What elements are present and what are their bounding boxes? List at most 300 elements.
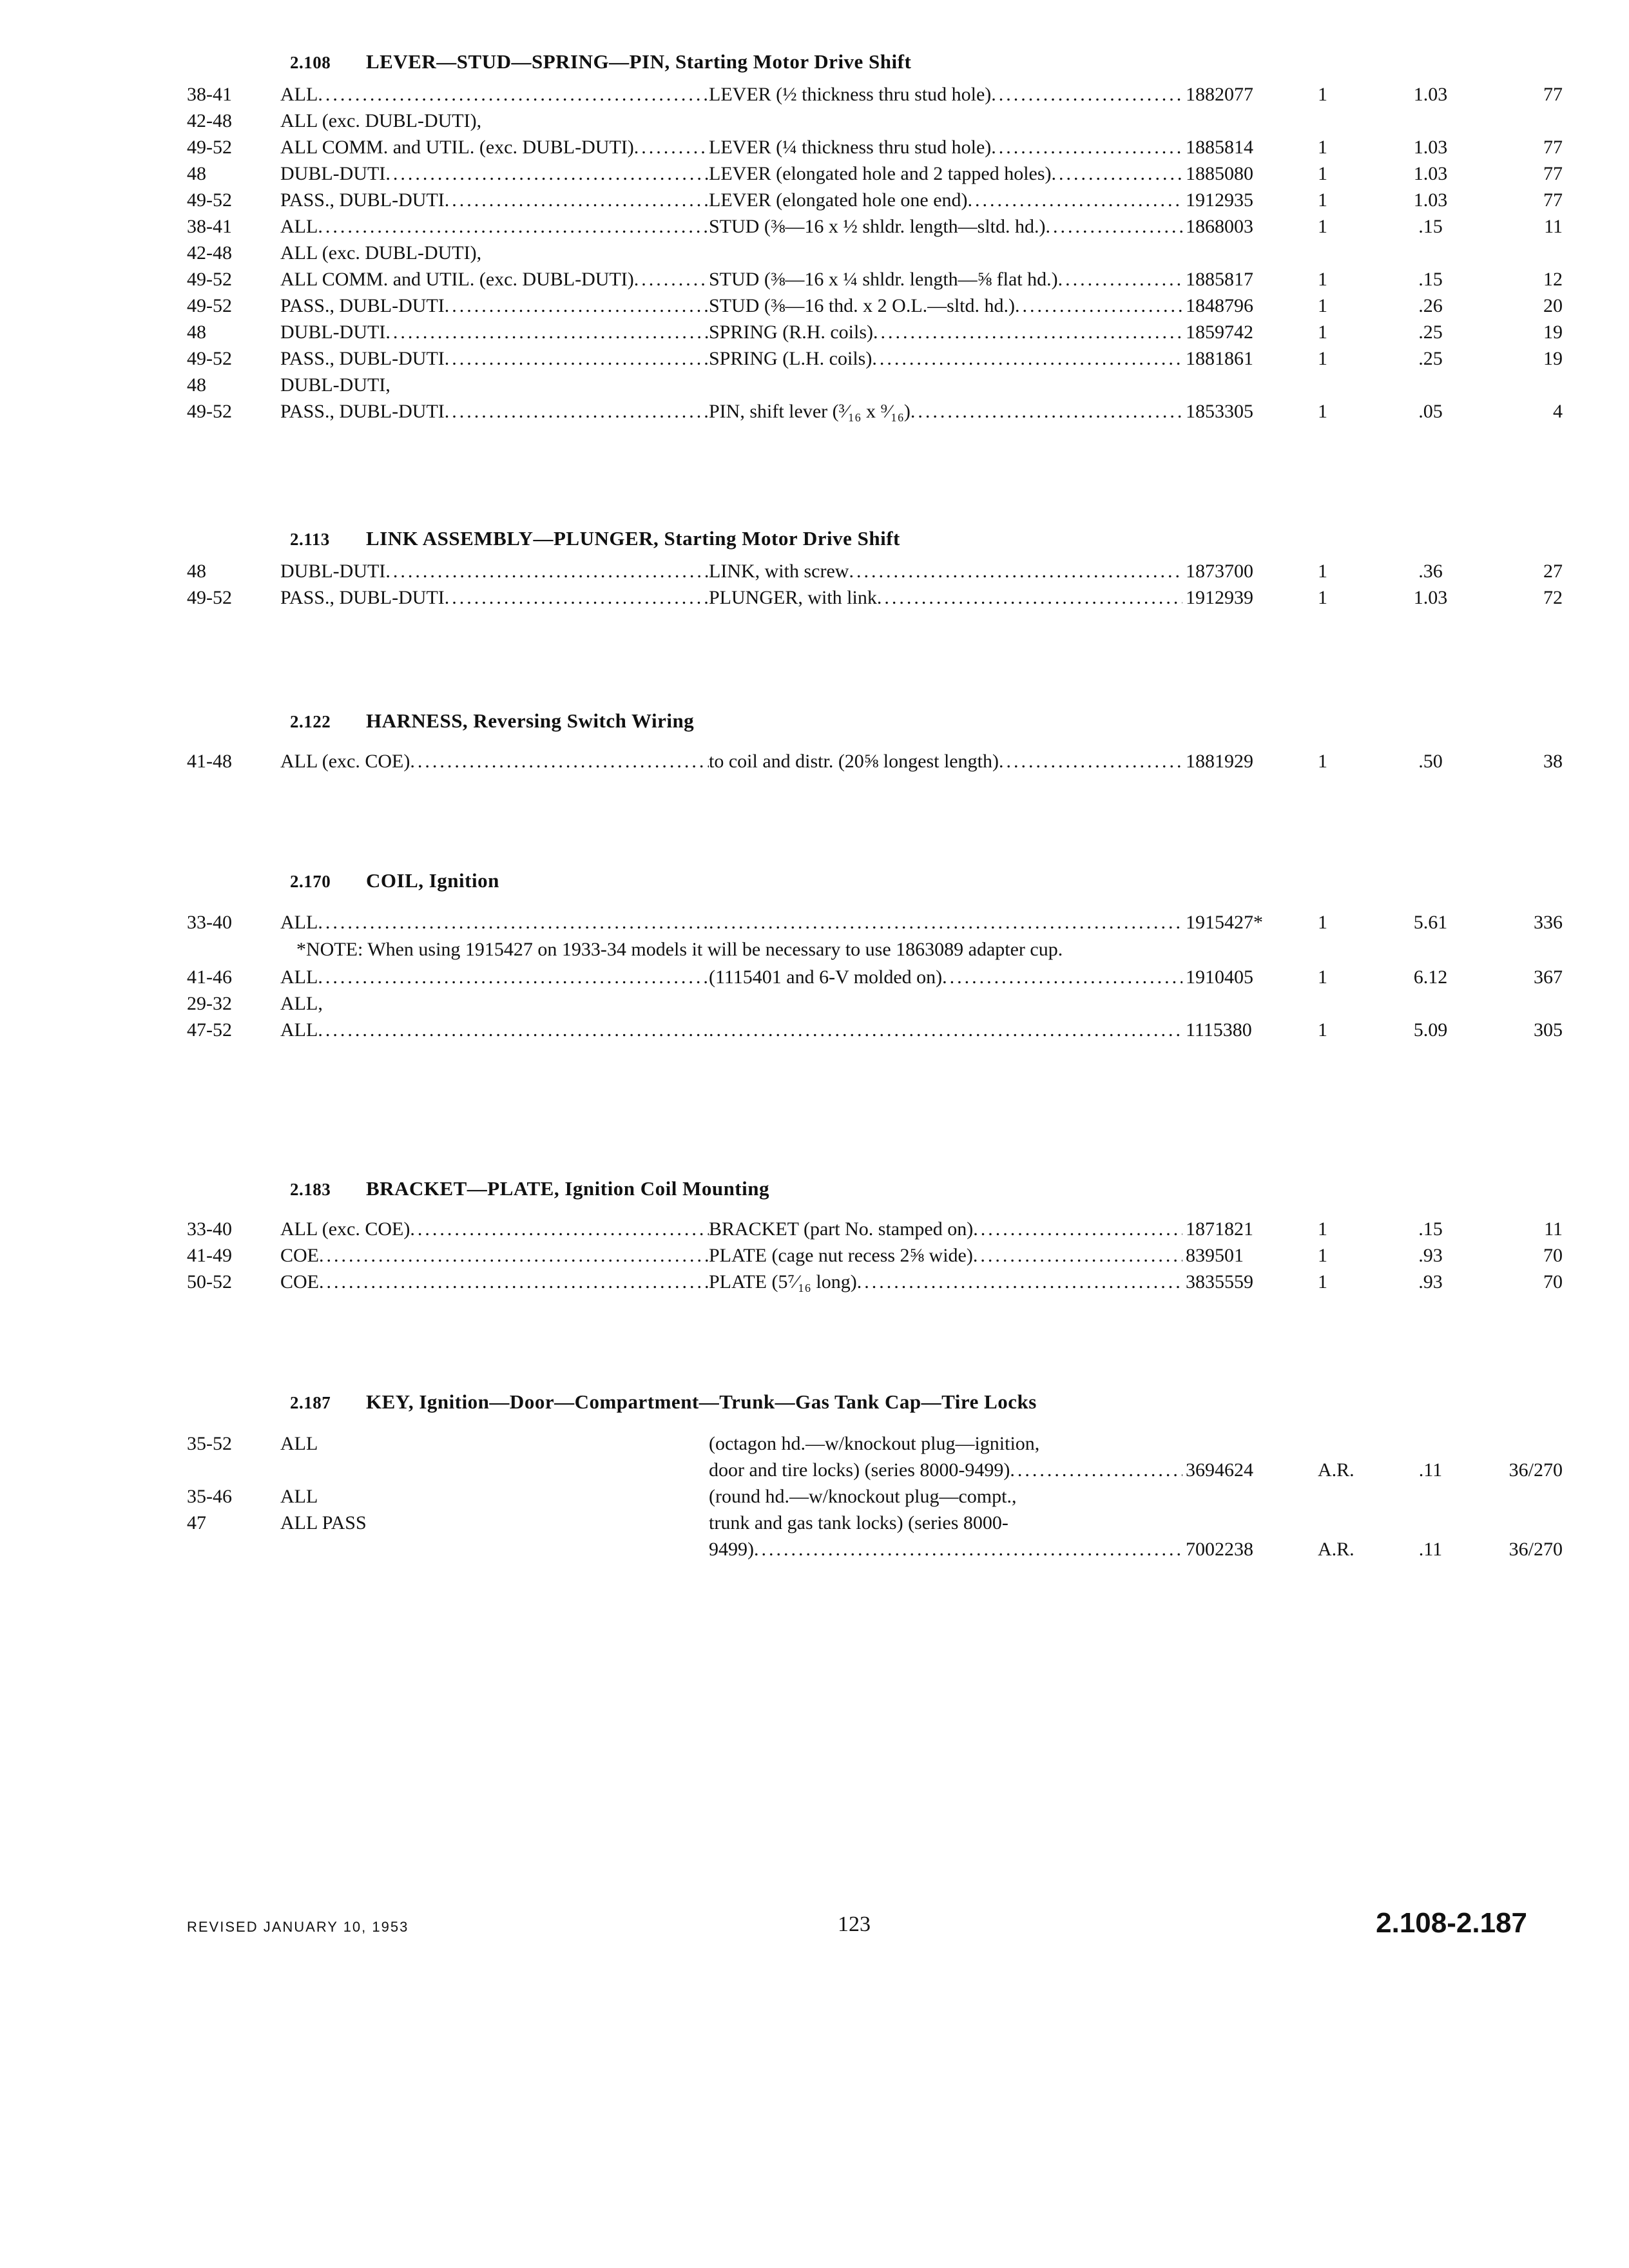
application-text: ALL COMM. and UTIL. (exc. DUBL-DUTI) <box>280 269 634 290</box>
section-2-108 <box>180 43 1563 425</box>
list-price: 1.03 <box>1413 137 1448 158</box>
model-years: 29-32 <box>187 993 232 1014</box>
leader-dots <box>872 345 1182 372</box>
weight: 4 <box>1553 401 1563 422</box>
application-text: ALL <box>280 912 318 933</box>
table-row <box>180 81 1563 108</box>
table-row <box>180 1269 1563 1295</box>
application <box>280 293 709 319</box>
table-row <box>180 964 1563 990</box>
part-number: 1912935 <box>1186 189 1253 211</box>
model-years: 42-48 <box>187 110 232 131</box>
part-number: 1115380 <box>1186 1019 1252 1041</box>
parts-table <box>180 909 1563 936</box>
table-row <box>180 319 1563 345</box>
list-price: 1.03 <box>1413 587 1448 608</box>
model-years: 48 <box>187 561 206 582</box>
list-price: .36 <box>1418 561 1443 582</box>
model-years: 35-52 <box>187 1433 232 1454</box>
description <box>709 398 1182 425</box>
application-text: ALL <box>280 1019 318 1041</box>
section-heading: LINK ASSEMBLY—PLUNGER, Starting Motor Drive Shift <box>366 527 900 550</box>
description-text: to coil and distr. (20⅝ longest length) <box>709 751 999 772</box>
section-heading: COIL, Ignition <box>366 869 499 892</box>
description-text: PLATE (5⁷⁄₁₆ long) <box>709 1271 857 1293</box>
application <box>280 134 709 160</box>
list-price: 1.03 <box>1413 189 1448 211</box>
application <box>280 319 709 345</box>
leader-dots <box>410 1216 709 1242</box>
description: (octagon hd.—w/knockout plug—ignition, <box>709 1433 1040 1454</box>
table-row <box>180 266 1563 293</box>
part-number: 1873700 <box>1186 561 1253 582</box>
description-text: PLATE (cage nut recess 2⅝ wide) <box>709 1245 973 1266</box>
leader-dots <box>1046 213 1183 240</box>
weight: 367 <box>1534 966 1563 988</box>
quantity: 1 <box>1318 216 1327 237</box>
description <box>709 1242 1182 1269</box>
part-number: 1882077 <box>1186 84 1253 105</box>
description <box>709 160 1182 187</box>
note-text: *NOTE: When using 1915427 on 1933-34 models it will be necessary to use 1863089 adapter cup. <box>296 939 1063 960</box>
leader-dots <box>385 319 709 345</box>
application-text: COE <box>280 1245 319 1266</box>
description-text: LEVER (elongated hole and 2 tapped holes) <box>709 163 1052 184</box>
leader-dots <box>754 1536 1182 1562</box>
table-row <box>180 990 1521 1017</box>
application-text: ALL <box>280 84 318 105</box>
list-price: .15 <box>1418 216 1443 237</box>
description-text: STUD (⅜—16 x ½ shldr. length—sltd. hd.) <box>709 216 1046 237</box>
model-years: 41-46 <box>187 966 232 988</box>
model-years: 48 <box>187 322 206 343</box>
table-row <box>180 213 1563 240</box>
description-text: LINK, with screw <box>709 561 849 582</box>
application: ALL (exc. DUBL-DUTI), <box>280 242 482 264</box>
application <box>280 398 709 425</box>
application <box>280 1242 709 1269</box>
quantity: A.R. <box>1318 1539 1354 1560</box>
section-2-170 <box>180 861 1563 1043</box>
description: trunk and gas tank locks) (series 8000- <box>709 1512 1008 1533</box>
description <box>709 1269 1182 1295</box>
section-title <box>290 861 1521 900</box>
table-row <box>180 1483 1521 1510</box>
table-row <box>180 293 1563 319</box>
application-text: ALL (exc. COE) <box>280 1218 410 1240</box>
model-years: 49-52 <box>187 401 232 422</box>
application: ALL <box>280 1486 318 1507</box>
table-row <box>180 748 1563 774</box>
weight: 77 <box>1543 84 1563 105</box>
weight: 27 <box>1543 561 1563 582</box>
weight: 77 <box>1543 163 1563 184</box>
weight: 70 <box>1543 1271 1563 1293</box>
weight: 38 <box>1543 751 1563 772</box>
revision-date: REVISED JANUARY 10, 1953 <box>187 1919 409 1935</box>
list-price: .93 <box>1418 1245 1443 1266</box>
list-price: 5.61 <box>1413 912 1448 933</box>
application-text: ALL (exc. COE) <box>280 751 410 772</box>
part-number: 7002238 <box>1186 1539 1253 1560</box>
parts-table <box>180 1216 1563 1295</box>
application-text: PASS., DUBL-DUTI <box>280 348 445 369</box>
leader-dots <box>318 81 709 108</box>
description-text: LEVER (½ thickness thru stud hole) <box>709 84 992 105</box>
model-years: 49-52 <box>187 295 232 316</box>
part-number: 1871821 <box>1186 1218 1253 1240</box>
part-number: 1910405 <box>1186 966 1253 988</box>
description-text: door and tire locks) (series 8000-9499) <box>709 1459 1010 1481</box>
quantity: 1 <box>1318 269 1327 290</box>
part-number: 1859742 <box>1186 322 1253 343</box>
application-text: COE <box>280 1271 319 1293</box>
leader-dots <box>385 558 709 584</box>
section-number: 2.122 <box>290 712 331 731</box>
weight: 305 <box>1534 1019 1563 1041</box>
parts-table <box>180 558 1563 611</box>
description-text: STUD (⅜—16 x ¼ shldr. length—⅝ flat hd.) <box>709 269 1058 290</box>
table-row <box>180 187 1563 213</box>
model-years: 50-52 <box>187 1271 232 1293</box>
table-row <box>180 372 1521 398</box>
leader-dots <box>991 134 1182 160</box>
section-number: 2.170 <box>290 872 331 891</box>
application <box>280 213 709 240</box>
list-price: .11 <box>1418 1459 1443 1481</box>
description <box>709 213 1182 240</box>
list-price: .50 <box>1418 751 1443 772</box>
model-years: 48 <box>187 163 206 184</box>
application <box>280 266 709 293</box>
model-years: 35-46 <box>187 1486 232 1507</box>
leader-dots <box>445 293 709 319</box>
quantity: 1 <box>1318 1019 1327 1041</box>
model-years: 41-49 <box>187 1245 232 1266</box>
weight: 11 <box>1544 216 1563 237</box>
leader-dots <box>318 909 709 936</box>
model-years: 38-41 <box>187 84 232 105</box>
weight: 12 <box>1543 269 1563 290</box>
part-number: 1853305 <box>1186 401 1253 422</box>
application <box>280 964 709 990</box>
application-text: PASS., DUBL-DUTI <box>280 295 445 316</box>
weight: 77 <box>1543 189 1563 211</box>
description-text: PLUNGER, with link <box>709 587 877 608</box>
description <box>709 1457 1182 1483</box>
application: ALL PASS <box>280 1512 367 1533</box>
quantity: A.R. <box>1318 1459 1354 1481</box>
section-heading: LEVER—STUD—SPRING—PIN, Starting Motor Drive Shift <box>366 50 912 73</box>
weight: 36/270 <box>1509 1459 1563 1481</box>
application-text: DUBL-DUTI <box>280 322 386 343</box>
application-text: ALL <box>280 966 318 988</box>
quantity: 1 <box>1318 912 1327 933</box>
application: DUBL-DUTI, <box>280 374 390 396</box>
list-price: .26 <box>1418 295 1443 316</box>
parts-table-continued <box>180 964 1563 1043</box>
part-number: 1885817 <box>1186 269 1253 290</box>
application <box>280 187 709 213</box>
list-price: .25 <box>1418 322 1443 343</box>
leader-dots <box>410 748 709 774</box>
table-row <box>180 1216 1563 1242</box>
model-years: 49-52 <box>187 348 232 369</box>
description-text: LEVER (elongated hole one end) <box>709 189 968 211</box>
description <box>709 748 1182 774</box>
list-price: .11 <box>1418 1539 1443 1560</box>
application <box>280 558 709 584</box>
table-row <box>180 1242 1563 1269</box>
application-text: DUBL-DUTI <box>280 561 386 582</box>
table-row <box>180 398 1563 425</box>
model-years: 48 <box>187 374 206 396</box>
table-row <box>180 240 1521 266</box>
leader-dots <box>318 213 709 240</box>
list-price: 1.03 <box>1413 163 1448 184</box>
page-footer <box>187 1907 1527 1952</box>
table-row <box>180 1430 1521 1457</box>
model-years: 42-48 <box>187 242 232 264</box>
model-years: 33-40 <box>187 1218 232 1240</box>
list-price: 6.12 <box>1413 966 1448 988</box>
leader-dots <box>991 81 1182 108</box>
section-2-187 <box>180 1383 1563 1562</box>
application: ALL <box>280 1433 318 1454</box>
application: ALL, <box>280 993 323 1014</box>
quantity: 1 <box>1318 189 1327 211</box>
list-price: .25 <box>1418 348 1443 369</box>
part-number: 839501 <box>1186 1245 1244 1266</box>
leader-dots <box>709 1017 1182 1043</box>
leader-dots <box>445 398 709 425</box>
leader-dots <box>857 1269 1182 1295</box>
weight: 11 <box>1544 1218 1563 1240</box>
model-years: 49-52 <box>187 587 232 608</box>
application-text: DUBL-DUTI <box>280 163 386 184</box>
application <box>280 748 709 774</box>
application-text: PASS., DUBL-DUTI <box>280 189 445 211</box>
weight: 19 <box>1543 322 1563 343</box>
table-row <box>180 108 1521 134</box>
leader-dots <box>1052 160 1182 187</box>
quantity: 1 <box>1318 401 1327 422</box>
model-years: 47 <box>187 1512 206 1533</box>
leader-dots <box>1010 1457 1182 1483</box>
table-row <box>180 1017 1563 1043</box>
section-title <box>290 1383 1521 1421</box>
parts-table <box>180 81 1563 425</box>
leader-dots <box>709 909 1182 936</box>
quantity: 1 <box>1318 1245 1327 1266</box>
quantity: 1 <box>1318 587 1327 608</box>
part-number: 1885080 <box>1186 163 1253 184</box>
leader-dots <box>445 584 709 611</box>
section-title <box>290 43 1521 81</box>
part-number: 1915427* <box>1186 912 1263 933</box>
section-2-113 <box>180 519 1563 611</box>
section-title <box>290 702 1521 740</box>
leader-dots <box>877 584 1182 611</box>
section-number: 2.113 <box>290 530 330 549</box>
description <box>709 266 1182 293</box>
description <box>709 187 1182 213</box>
application <box>280 1216 709 1242</box>
weight: 36/270 <box>1509 1539 1563 1560</box>
application <box>280 909 709 936</box>
description <box>709 1017 1182 1043</box>
weight: 336 <box>1534 912 1563 933</box>
application <box>280 160 709 187</box>
leader-dots <box>849 558 1182 584</box>
table-row <box>180 1536 1563 1562</box>
list-price: .05 <box>1418 401 1443 422</box>
model-years: 47-52 <box>187 1019 232 1041</box>
application <box>280 345 709 372</box>
description <box>709 909 1182 936</box>
model-years: 49-52 <box>187 269 232 290</box>
application <box>280 584 709 611</box>
application-text: ALL <box>280 216 318 237</box>
quantity: 1 <box>1318 1271 1327 1293</box>
leader-dots <box>634 134 709 160</box>
weight: 77 <box>1543 137 1563 158</box>
leader-dots <box>319 1269 709 1295</box>
model-years: 49-52 <box>187 137 232 158</box>
part-number: 1881861 <box>1186 348 1253 369</box>
leader-dots <box>911 398 1182 425</box>
description <box>709 319 1182 345</box>
list-price: 1.03 <box>1413 84 1448 105</box>
section-heading: KEY, Ignition—Door—Compartment—Trunk—Gas Tank Cap—Tire Locks <box>366 1390 1037 1413</box>
weight: 70 <box>1543 1245 1563 1266</box>
application <box>280 1269 709 1295</box>
part-number: 3835559 <box>1186 1271 1253 1293</box>
quantity: 1 <box>1318 561 1327 582</box>
quantity: 1 <box>1318 137 1327 158</box>
quantity: 1 <box>1318 295 1327 316</box>
section-number: 2.183 <box>290 1180 331 1199</box>
description-text: SPRING (L.H. coils) <box>709 348 872 369</box>
leader-dots <box>942 964 1182 990</box>
description <box>709 584 1182 611</box>
part-number: 3694624 <box>1186 1459 1253 1481</box>
model-years: 41-48 <box>187 751 232 772</box>
leader-dots <box>973 1242 1182 1269</box>
section-title <box>290 1169 1521 1208</box>
leader-dots <box>873 319 1182 345</box>
description-text: 9499) <box>709 1539 754 1560</box>
list-price: .15 <box>1418 1218 1443 1240</box>
table-row <box>180 584 1563 611</box>
description-text: PIN, shift lever (³⁄₁₆ x ⁹⁄₁₆) <box>709 401 911 422</box>
list-price: 5.09 <box>1413 1019 1448 1041</box>
quantity: 1 <box>1318 84 1327 105</box>
description <box>709 964 1182 990</box>
description-text: SPRING (R.H. coils) <box>709 322 874 343</box>
leader-dots <box>318 1017 709 1043</box>
section-heading: HARNESS, Reversing Switch Wiring <box>366 709 695 732</box>
description-text: (1115401 and 6-V molded on) <box>709 966 943 988</box>
section-number: 2.108 <box>290 53 331 72</box>
description-text: BRACKET (part No. stamped on) <box>709 1218 974 1240</box>
page-number: 123 <box>838 1912 871 1936</box>
leader-dots <box>634 266 709 293</box>
quantity: 1 <box>1318 348 1327 369</box>
description <box>709 1536 1182 1562</box>
application-text: PASS., DUBL-DUTI <box>280 401 445 422</box>
table-row <box>180 909 1563 936</box>
description: (round hd.—w/knockout plug—compt., <box>709 1486 1017 1507</box>
leader-dots <box>973 1216 1182 1242</box>
application: ALL (exc. DUBL-DUTI), <box>280 110 482 131</box>
table-row <box>180 134 1563 160</box>
leader-dots <box>968 187 1182 213</box>
section-2-183 <box>180 1169 1563 1295</box>
leader-dots <box>999 748 1182 774</box>
description-text: STUD (⅜—16 thd. x 2 O.L.—sltd. hd.) <box>709 295 1015 316</box>
section-heading: BRACKET—PLATE, Ignition Coil Mounting <box>366 1177 769 1200</box>
quantity: 1 <box>1318 966 1327 988</box>
section-2-122 <box>180 702 1563 774</box>
weight: 19 <box>1543 348 1563 369</box>
leader-dots <box>385 160 709 187</box>
quantity: 1 <box>1318 322 1327 343</box>
parts-table <box>180 748 1563 774</box>
table-row <box>180 558 1563 584</box>
part-number: 1881929 <box>1186 751 1253 772</box>
model-years: 33-40 <box>187 912 232 933</box>
part-number: 1885814 <box>1186 137 1253 158</box>
application-text: ALL COMM. and UTIL. (exc. DUBL-DUTI) <box>280 137 634 158</box>
list-price: .93 <box>1418 1271 1443 1293</box>
quantity: 1 <box>1318 1218 1327 1240</box>
description <box>709 345 1182 372</box>
model-years: 38-41 <box>187 216 232 237</box>
table-row <box>180 345 1563 372</box>
description <box>709 134 1182 160</box>
table-row <box>180 1510 1521 1536</box>
leader-dots <box>445 187 709 213</box>
description <box>709 293 1182 319</box>
application <box>280 1017 709 1043</box>
description-text: LEVER (¼ thickness thru stud hole) <box>709 137 992 158</box>
leader-dots <box>319 1242 709 1269</box>
part-number: 1868003 <box>1186 216 1253 237</box>
description <box>709 558 1182 584</box>
part-number: 1912939 <box>1186 587 1253 608</box>
parts-table <box>180 1430 1563 1562</box>
section-range: 2.108-2.187 <box>1376 1907 1527 1939</box>
section-title <box>290 519 1521 558</box>
table-row <box>180 1457 1563 1483</box>
model-years: 49-52 <box>187 189 232 211</box>
description <box>709 81 1182 108</box>
leader-dots <box>445 345 709 372</box>
application-text: PASS., DUBL-DUTI <box>280 587 445 608</box>
table-row <box>180 160 1563 187</box>
leader-dots <box>318 964 709 990</box>
leader-dots <box>1058 266 1182 293</box>
application <box>280 81 709 108</box>
section-number: 2.187 <box>290 1393 331 1412</box>
quantity: 1 <box>1318 751 1327 772</box>
part-number: 1848796 <box>1186 295 1253 316</box>
footnote <box>180 936 1521 964</box>
leader-dots <box>1015 293 1182 319</box>
description <box>709 1216 1182 1242</box>
list-price: .15 <box>1418 269 1443 290</box>
